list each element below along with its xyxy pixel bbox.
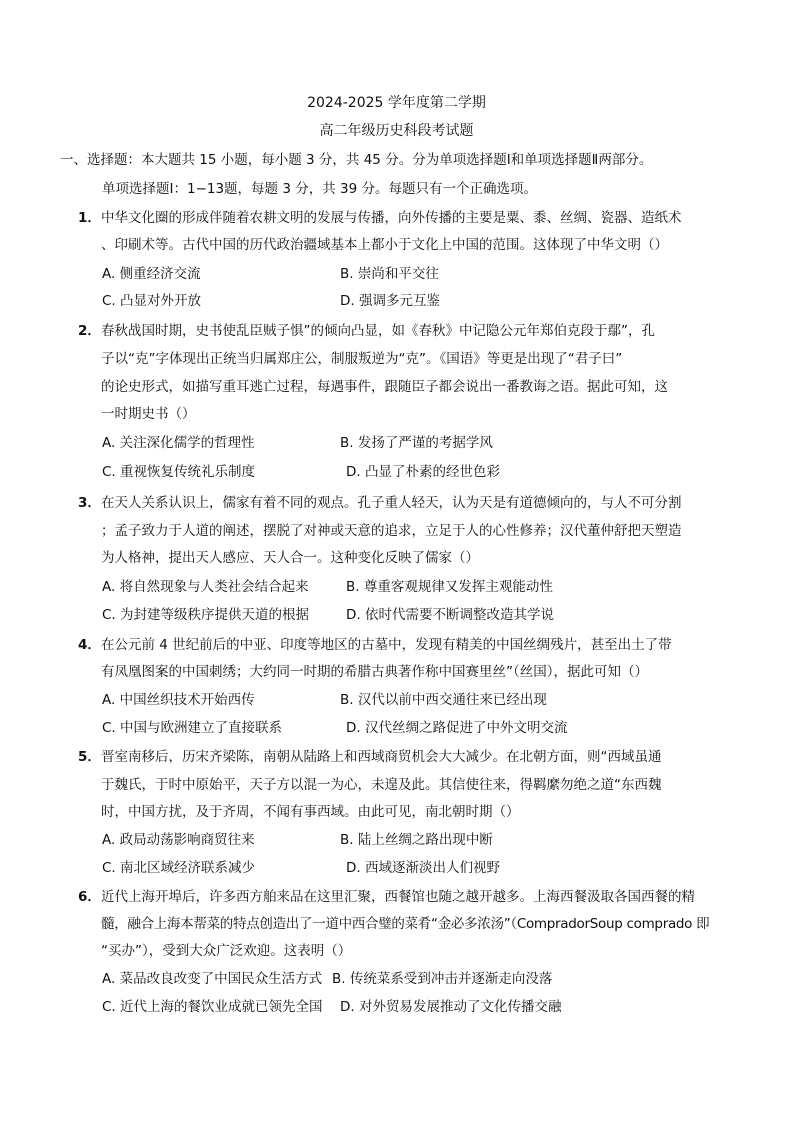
option-b: B. 崇尚和平交往 xyxy=(340,266,439,282)
question-text-line: 晋室南移后，历宋齐梁陈，南朝从陆路上和西域商贸机会大大减少。在北朝方面，则“西域虽通 xyxy=(101,749,662,765)
option-b: B. 陆上丝绸之路出现中断 xyxy=(340,832,493,848)
question-text-line: 、印刷术等。古代中国的历代政治疆域基本上都小于文化上中国的范围。这体现了中华文明（） xyxy=(101,237,668,253)
question-text-line: “买办”），受到大众广泛欢迎。这表明（） xyxy=(101,943,352,959)
question-text-line: 髓，融合上海本帮菜的特点创造出了一道中西合璧的菜肴“金必多浓汤”（CompradorSoup comprado 即 xyxy=(101,916,710,932)
question-text-line: 春秋战国时期，史书使乱臣贼子惧”的倾向凸显，如《春秋》中记隐公元年郑伯克段于鄢”，孔 xyxy=(101,323,655,339)
question-number: 6． xyxy=(78,889,101,905)
question-text-line: 在公元前 4 世纪前后的中亚、印度等地区的古墓中，发现有精美的中国丝绸残片，甚至出土了带 xyxy=(101,637,672,653)
exam-term-title: 2024-2025 学年度第二学期 xyxy=(307,95,486,111)
option-d: D. 强调多元互鉴 xyxy=(340,293,440,309)
option-c: C. 近代上海的餐饮业成就已领先全国 xyxy=(102,999,323,1015)
option-d: D. 汉代丝绸之路促进了中外文明交流 xyxy=(346,720,568,736)
option-a: A. 关注深化儒学的哲理性 xyxy=(102,435,255,451)
option-c: C. 南北区域经济联系减少 xyxy=(102,860,256,876)
question-text-line: 子以“克”字体现出正统当归属郑庄公，制服叛逆为“克”。《国语》等更是出现了“君子曰” xyxy=(101,351,623,367)
section-subheading: 单项选择题Ⅰ：1−13题，每题 3 分，共 39 分。每题只有一个正确选项。 xyxy=(102,181,537,197)
option-d: D. 依时代需要不断调整改造其学说 xyxy=(346,607,554,623)
question-text-line: 的论史形式，如描写重耳逃亡过程，每遇事件，跟随臣子都会说出一番教诲之语。据此可知，这 xyxy=(101,379,668,395)
question-number: 3． xyxy=(78,495,101,511)
option-b: B. 尊重客观规律又发挥主观能动性 xyxy=(346,579,553,595)
question-number: 5． xyxy=(78,749,101,765)
option-c: C. 中国与欧洲建立了直接联系 xyxy=(102,720,283,736)
option-a: A. 政局动荡影响商贸往来 xyxy=(102,832,255,848)
option-c: C. 重视恢复传统礼乐制度 xyxy=(102,464,256,480)
option-a: A. 中国丝织技术开始西传 xyxy=(102,692,255,708)
option-a: A. 侧重经济交流 xyxy=(102,266,201,282)
question-number: 2． xyxy=(78,323,101,339)
option-c: C. 凸显对外开放 xyxy=(102,293,202,309)
question-text-line: ；孟子致力于人道的阐述，摆脱了对神或天意的追求，立足于人的心性修养；汉代董仲舒把天塑造 xyxy=(101,523,682,539)
option-b: B. 发扬了严谨的考据学风 xyxy=(340,435,493,451)
question-text-line: 有凤凰图案的中国刺绣；大约同一时期的希腊古典著作称中国赛里丝”（丝国），据此可知（） xyxy=(101,664,648,680)
question-number: 1． xyxy=(78,210,101,226)
question-text-line: 在天人关系认识上，儒家有着不同的观点。孔子重人轻天，认为天是有道德倾向的，与人不可分割 xyxy=(101,495,682,511)
option-d: D. 对外贸易发展推动了文化传播交融 xyxy=(340,999,562,1015)
question-text-line: 一时期史书（） xyxy=(101,406,196,422)
question-text-line: 中华文化圈的形成伴随着农耕文明的发展与传播，向外传播的主要是粟、黍、丝绸、瓷器、造纸术 xyxy=(101,210,682,226)
option-d: D. 凸显了朴素的经世色彩 xyxy=(346,464,500,480)
question-text-line: 时，中国方扰，及于齐周，不闻有事西域。由此可见，南北朝时期（） xyxy=(101,804,520,820)
section-heading: 一、选择题：本大题共 15 小题，每小题 3 分，共 45 分。分为单项选择题Ⅰ和单项选择题Ⅱ两部分。 xyxy=(60,152,653,168)
question-text-line: 近代上海开埠后，许多西方舶来品在这里汇聚，西餐馆也随之越开越多。上海西餐汲取各国西餐的精 xyxy=(101,889,695,905)
option-d: D. 西域逐渐淡出人们视野 xyxy=(346,860,500,876)
question-number: 4． xyxy=(78,637,101,653)
option-b: B. 汉代以前中西交通往来已经出现 xyxy=(340,692,547,708)
question-text-line: 于魏氏，于时中原始平，天子方以混一为心，未遑及此。其信使往来，得羁縻勿绝之道“东西魏 xyxy=(101,777,662,793)
option-a: A. 将自然现象与人类社会结合起来 xyxy=(102,579,309,595)
question-text-line: 为人格神，提出天人感应、天人合一。这种变化反映了儒家（） xyxy=(101,550,479,566)
option-a: A. 菜品改良改变了中国民众生活方式 xyxy=(102,971,323,987)
option-c: C. 为封建等级秩序提供天道的根据 xyxy=(102,607,310,623)
option-b: B. 传统菜系受到冲击并逐渐走向没落 xyxy=(332,971,553,987)
exam-subject-title: 高二年级历史科段考试题 xyxy=(319,123,474,139)
